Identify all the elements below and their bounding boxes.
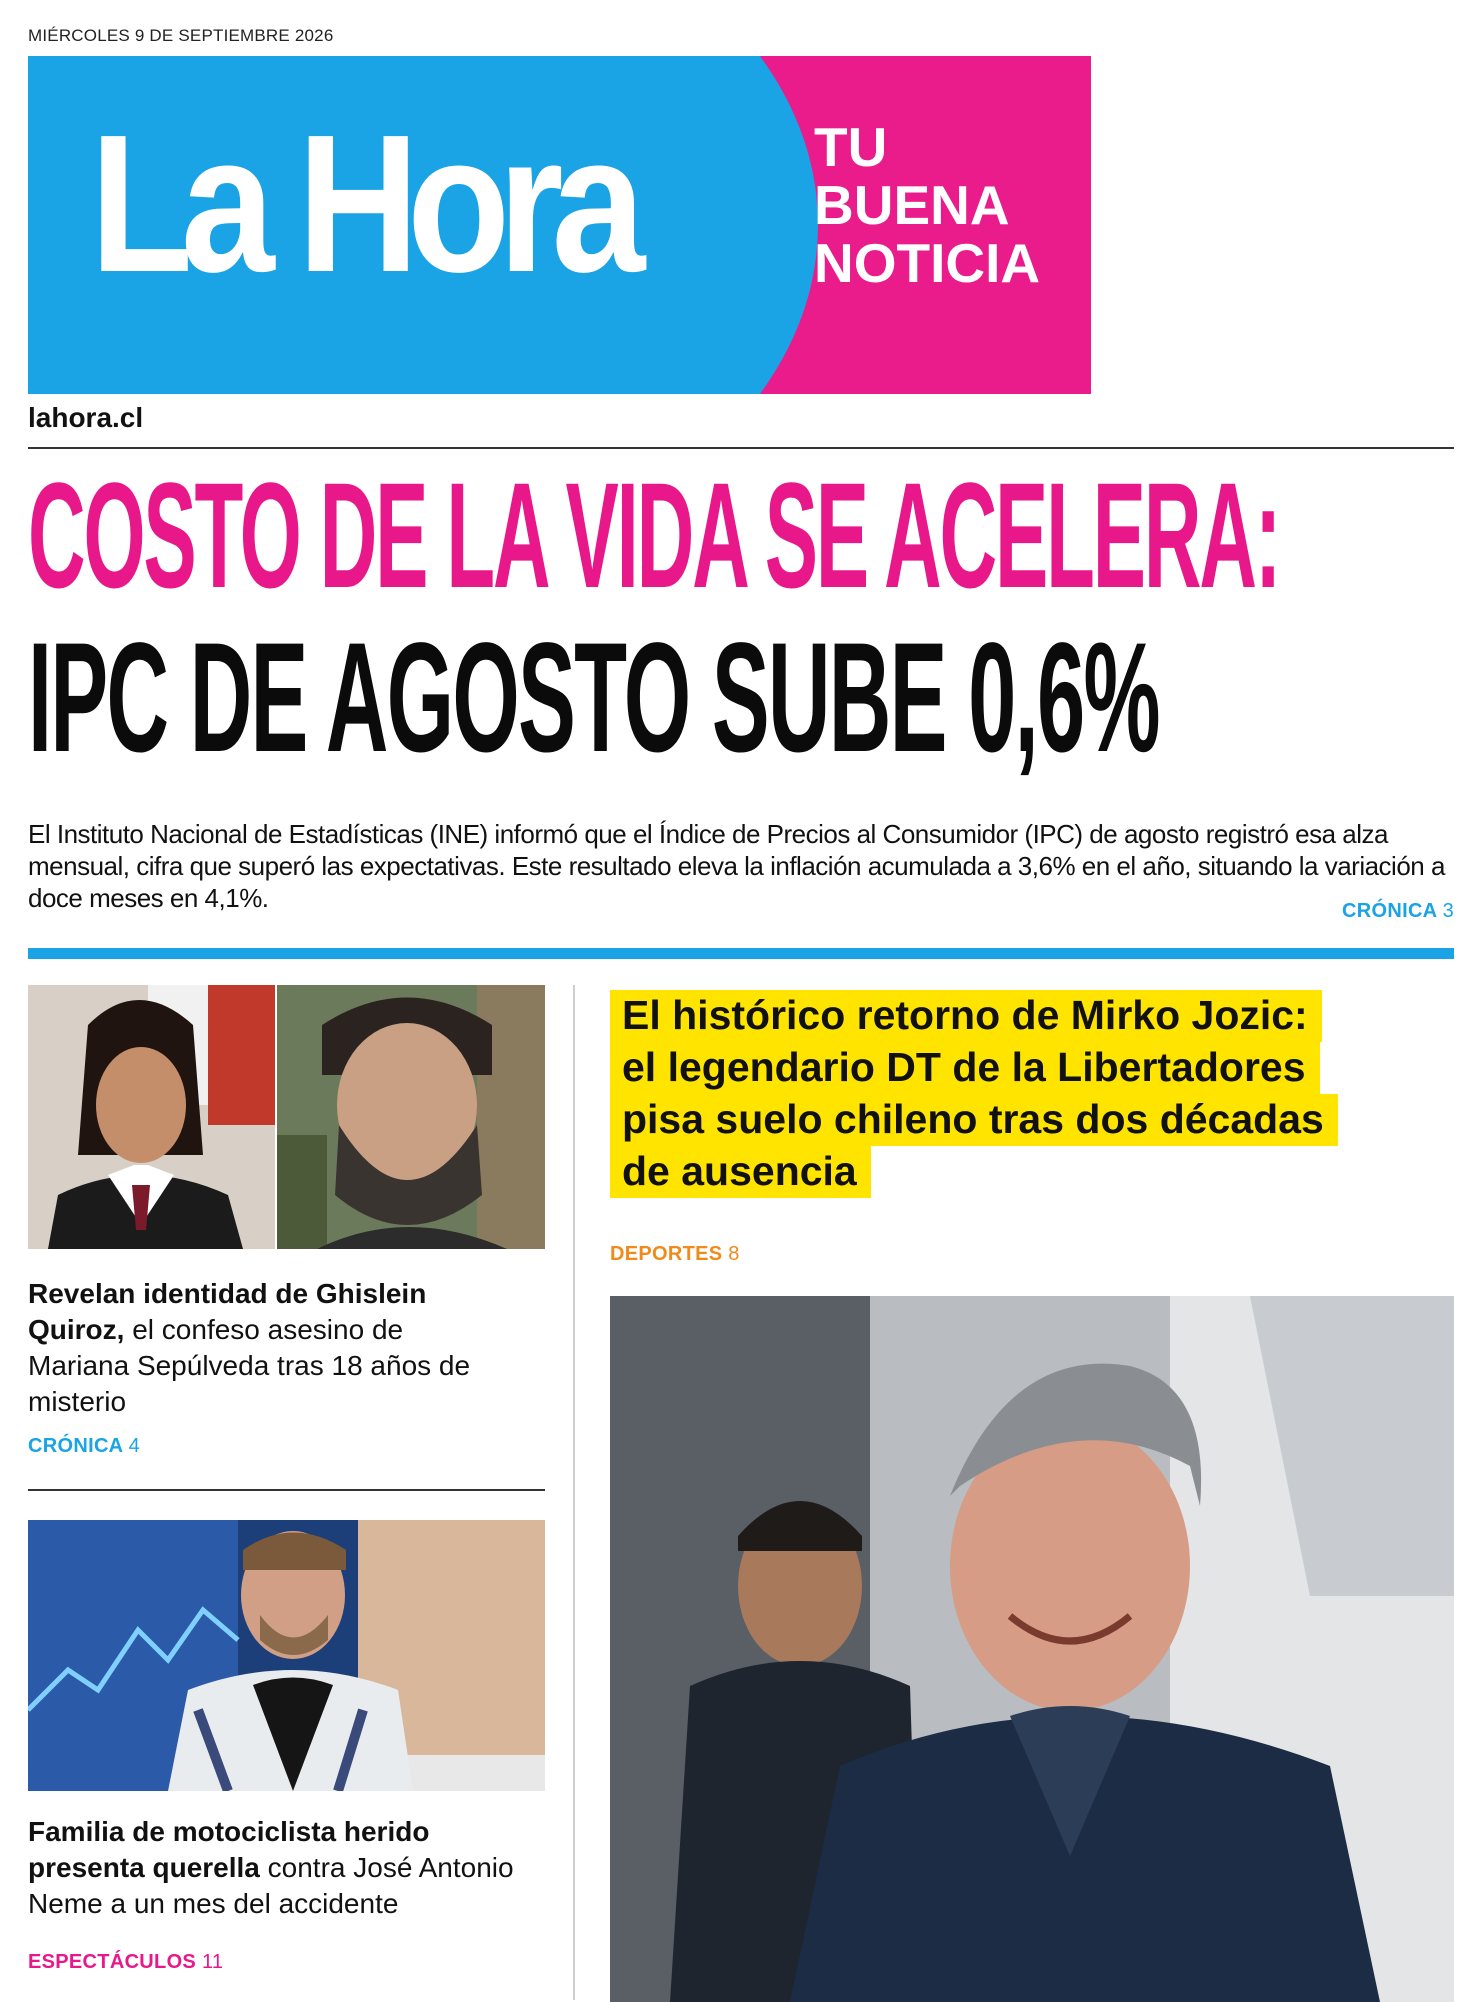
quiroz-section-link[interactable] (28, 1435, 140, 1458)
page-number: 8 (728, 1243, 740, 1265)
main-headline-line-1[interactable]: COSTO DE LA VIDA SE ACELERA: (28, 451, 1280, 619)
feature-headline-line: pisa suelo chileno tras dos décadas (610, 1094, 1338, 1146)
portrait-man-image (277, 985, 545, 1249)
tv-host-image (28, 1520, 545, 1791)
story-title-rest: contra José Antonio Neme a un mes del accidente (28, 1852, 514, 1919)
tagline-line: TU (814, 116, 888, 178)
masthead[interactable] (28, 56, 1091, 394)
feature-headline-line: de ausencia (610, 1146, 871, 1198)
quiroz-photo-victim[interactable] (28, 985, 275, 1249)
quiroz-headline-link[interactable] (28, 1276, 498, 1420)
tagline (814, 118, 1040, 292)
neme-section-link[interactable] (28, 1951, 223, 1974)
coach-portrait-image (610, 1296, 1454, 2002)
feature-headline-line: El histórico retorno de Mirko Jozic: (610, 990, 1322, 1042)
section-name: ESPECTÁCULOS (28, 1951, 197, 1973)
logo[interactable]: La Hora (90, 94, 634, 313)
blue-divider (28, 948, 1454, 959)
quiroz-photo-suspect[interactable] (277, 985, 545, 1249)
neme-photo[interactable] (28, 1520, 545, 1791)
story-title-rest: el confeso asesino de Mariana Sepúlveda tras 18 años de misterio (28, 1314, 471, 1417)
page-number: 4 (128, 1435, 140, 1457)
jozic-photo[interactable] (610, 1296, 1454, 2002)
section-name: CRÓNICA (28, 1435, 123, 1457)
page-number: 3 (1442, 900, 1454, 922)
main-story-section-link[interactable] (1342, 900, 1454, 923)
jozic-headline-link[interactable] (610, 990, 1460, 1198)
neme-headline-link[interactable] (28, 1814, 548, 1922)
story-title-bold: Familia de motociclista herido presenta querella (28, 1816, 430, 1883)
jozic-section-link[interactable] (610, 1243, 740, 1266)
main-headline-line-2[interactable]: IPC DE AGOSTO SUBE 0,6% (28, 611, 1159, 785)
feature-headline-line: el legendario DT de la Libertadores (610, 1042, 1320, 1094)
main-story-lead: El Instituto Nacional de Estadísticas (INE) informó que el Índice de Precios al Consumidor (IPC) de agosto registró esa alza mensual, cifra que superó las expectativas. Este resultado eleva la inflación acumulada a 3,6% en el año, situando la variación a doce meses en 4,1%. (28, 819, 1445, 913)
story-title-bold: Revelan identidad de Ghislein Quiroz, (28, 1278, 427, 1345)
edition-date: MIÉRCOLES 9 DE SEPTIEMBRE 2026 (28, 26, 334, 45)
column-divider (573, 985, 575, 2000)
section-name: CRÓNICA (1342, 900, 1437, 922)
section-name: DEPORTES (610, 1243, 723, 1265)
site-url-link[interactable]: lahora.cl (28, 402, 144, 433)
tagline-line: NOTICIA (814, 232, 1041, 294)
page-number: 11 (201, 1951, 224, 1973)
divider (28, 447, 1454, 449)
portrait-woman-image (28, 985, 275, 1249)
tagline-line: BUENA (814, 174, 1010, 236)
divider (28, 1489, 545, 1491)
